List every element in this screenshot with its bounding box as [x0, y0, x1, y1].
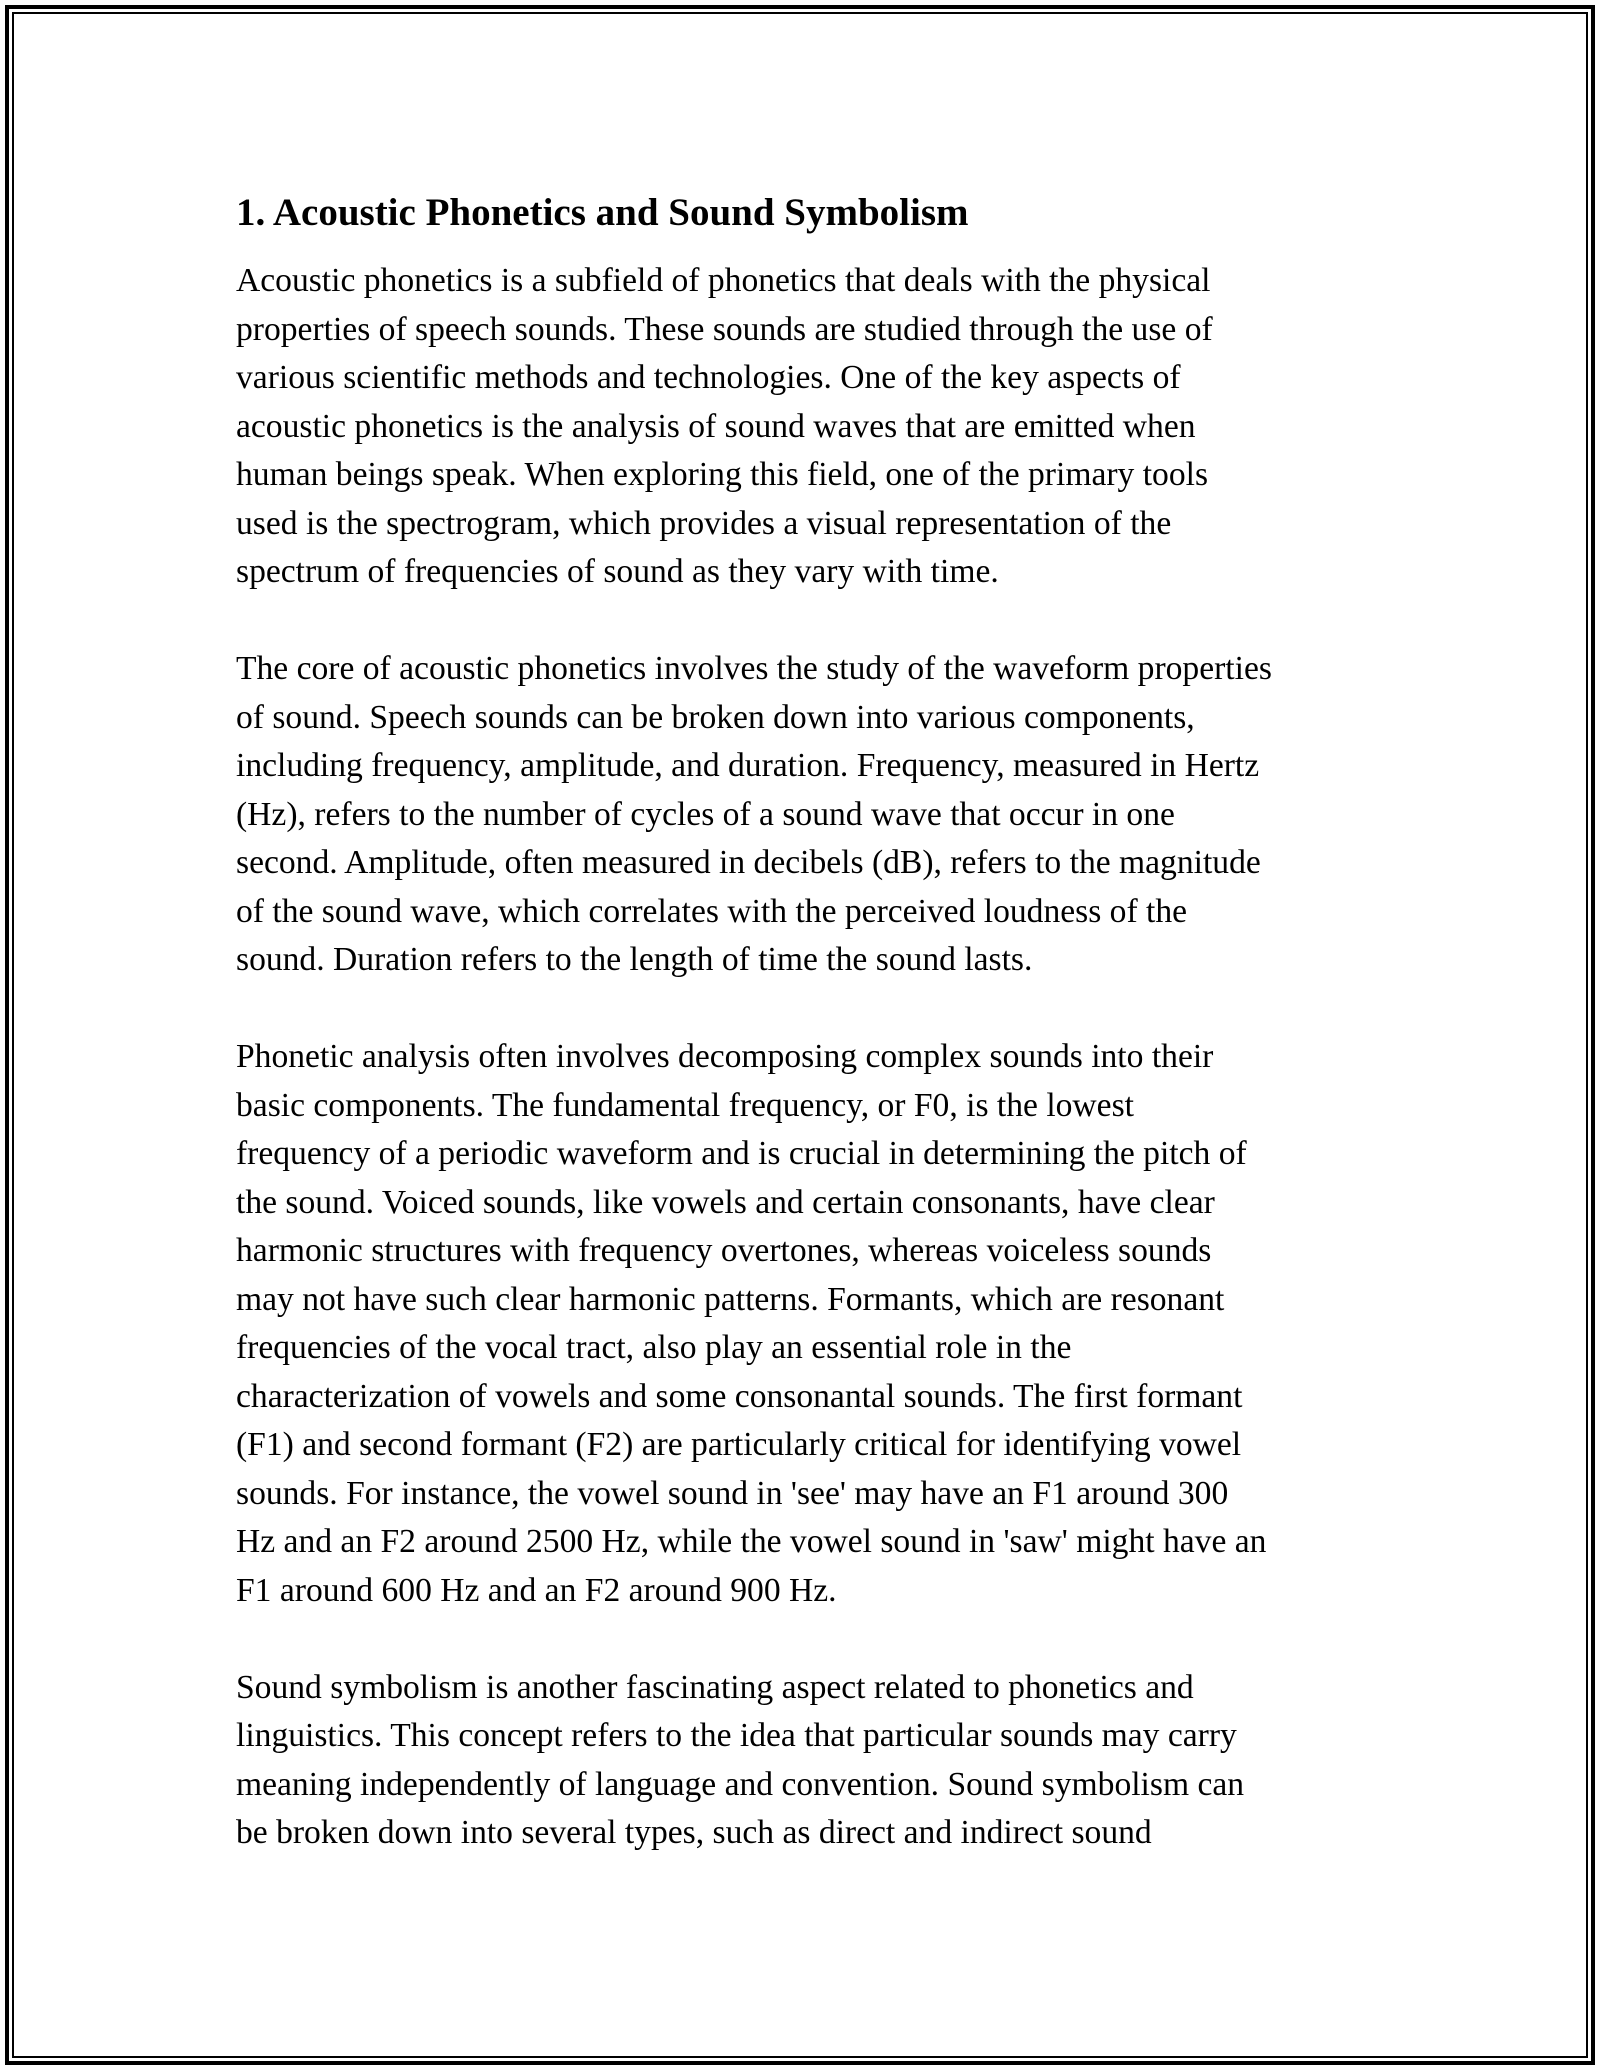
paragraph-line: frequency of a periodic waveform and is crucial in determining the pitch of — [236, 1135, 1247, 1172]
paragraph-line: sounds. For instance, the vowel sound in 'see' may have an F1 around 300 — [236, 1474, 1229, 1512]
paragraph — [236, 257, 1386, 597]
paragraph-line: Hz and an F2 around 2500 Hz, while the vowel sound in 'saw' might have an — [236, 1523, 1267, 1560]
paragraph-line: the sound. Voiced sounds, like vowels and certain consonants, have clear — [236, 1183, 1215, 1221]
paragraph-line: The core of acoustic phonetics involves the study of the waveform properties — [236, 650, 1272, 687]
paragraph-line: harmonic structures with frequency overtones, whereas voiceless sounds — [236, 1232, 1212, 1269]
paragraph-line: frequencies of the vocal tract, also play an essential role in the — [236, 1329, 1072, 1366]
paragraph-line: (Hz), refers to the number of cycles of a sound wave that occur in one — [236, 795, 1175, 833]
paragraph-line: characterization of vowels and some consonantal sounds. The first formant — [236, 1377, 1243, 1415]
paragraph-line: second. Amplitude, often measured in decibels (dB), refers to the magnitude — [236, 844, 1261, 881]
paragraph-line: including frequency, amplitude, and duration. Frequency, measured in Hertz — [236, 747, 1260, 784]
paragraph-line: of the sound wave, which correlates with the perceived loudness of the — [236, 892, 1188, 930]
paragraph-line: (F1) and second formant (F2) are particularly critical for identifying vowel — [236, 1426, 1242, 1463]
paragraph-line: human beings speak. When exploring this field, one of the primary tools — [236, 456, 1209, 493]
paragraph-line: acoustic phonetics is the analysis of sound waves that are emitted when — [236, 407, 1196, 445]
paragraph — [236, 1664, 1386, 1858]
paragraph-line: sound. Duration refers to the length of time the sound lasts. — [236, 941, 1033, 978]
paragraph-line: may not have such clear harmonic patterns. Formants, which are resonant — [236, 1280, 1225, 1318]
paragraph — [236, 645, 1386, 985]
paragraph-line: basic components. The fundamental frequency, or F0, is the lowest — [236, 1086, 1134, 1124]
paragraph-line: Sound symbolism is another fascinating aspect related to phonetics and — [236, 1668, 1194, 1706]
document-body — [236, 186, 1386, 1906]
paragraphs-container — [236, 257, 1386, 1858]
paragraph-line: spectrum of frequencies of sound as they vary with time. — [236, 553, 999, 590]
paragraph-line: properties of speech sounds. These sounds are studied through the use of — [236, 310, 1213, 348]
paragraph — [236, 1033, 1386, 1615]
section-heading: 1. Acoustic Phonetics and Sound Symbolism — [236, 191, 969, 234]
paragraph-line: of sound. Speech sounds can be broken down into various components, — [236, 698, 1195, 736]
paragraph-line: Phonetic analysis often involves decomposing complex sounds into their — [236, 1038, 1214, 1075]
paragraph-line: meaning independently of language and convention. Sound symbolism can — [236, 1765, 1245, 1803]
paragraph-line: Acoustic phonetics is a subfield of phonetics that deals with the physical — [236, 262, 1211, 299]
paragraph-line: F1 around 600 Hz and an F2 around 900 Hz. — [236, 1571, 837, 1609]
paragraph-line: various scientific methods and technologies. One of the key aspects of — [236, 359, 1181, 396]
paragraph-line: linguistics. This concept refers to the idea that particular sounds may carry — [236, 1717, 1237, 1754]
paragraph-line: used is the spectrogram, which provides a visual representation of the — [236, 504, 1172, 542]
paragraph-line: be broken down into several types, such as direct and indirect sound — [236, 1814, 1152, 1851]
